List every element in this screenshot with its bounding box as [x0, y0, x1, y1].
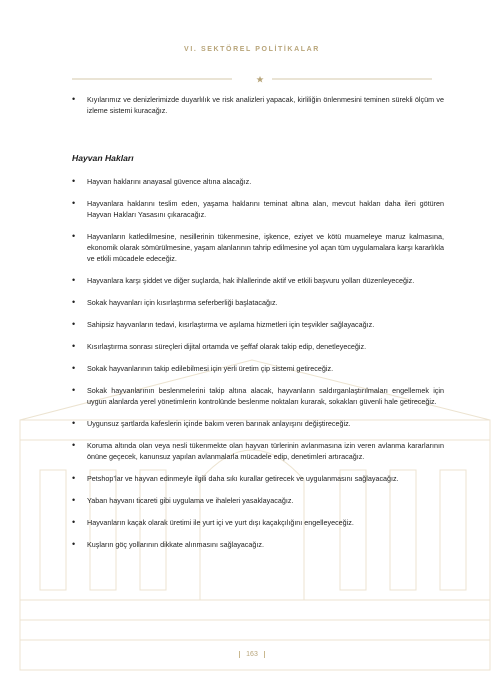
- list-item: • Kıyılarımız ve denizlerimizde duyarlılık ve risk analizleri yapacak, kirliliğin önlenmesini teminen sürekli ölçüm ve izleme sistemi kuracağız.: [72, 94, 444, 116]
- list-item: • Hayvanlara karşı şiddet ve diğer suçlarda, hak ihlallerinde aktif ve etkili başvuru yolları düzenleyeceğiz.: [72, 275, 444, 286]
- page-number: [0, 651, 504, 658]
- list-item: • Koruma altında olan veya nesli tükenmekte olan hayvan türlerinin avlanmasına izin veren avlanma kararlarının önüne geçecek, kanunsuz yapılan avlanmalarla mücadele edip, denetimleri artıracağız.: [72, 440, 444, 462]
- list-item: • Hayvan haklarını anayasal güvence altına alacağız.: [72, 176, 444, 187]
- running-header: VI. SEKTÖREL POLİTİKALAR: [184, 46, 320, 53]
- list-item: • Petshop’lar ve hayvan edinmeyle ilgili daha sıkı kurallar getirecek ve uygulanmasını sağlayacağız.: [72, 473, 444, 484]
- crescent-star-icon: [244, 73, 264, 86]
- list-item: • Kısırlaştırma sonrası süreçleri dijital ortamda ve şeffaf olarak takip edip, denetleyeceğiz.: [72, 341, 444, 352]
- list-item: • Uygunsuz şartlarda kafeslerin içinde bakım veren barınak anlayışını değiştireceğiz.: [72, 418, 444, 429]
- list-item: • Yaban hayvanı ticareti gibi uygulama ve ihaleleri yasaklayacağız.: [72, 495, 444, 506]
- page-number-label: 163: [239, 651, 265, 658]
- list-item: • Sokak hayvanlarının takip edilebilmesi için yerli üretim çip sistemi getireceğiz.: [72, 363, 444, 374]
- list-item: • Sahipsiz hayvanların tedavi, kısırlaştırma ve aşılama hizmetleri için teşvikler sağlayacağız.: [72, 319, 444, 330]
- list-item: • Hayvanların kaçak olarak üretimi ile yurt içi ve yurt dışı kaçakçılığını engelleyeceğiz.: [72, 517, 444, 528]
- list-item: • Hayvanlara haklarını teslim eden, yaşama haklarını teminat altına alan, mevcut hakları daha ileri götüren Hayvan Hakları Yasasını çıkaracağız.: [72, 198, 444, 220]
- list-item: • Hayvanların katledilmesine, nesillerinin tükenmesine, işkence, eziyet ve kötü muameleye maruz kalmasına, ekonomik olarak sömürülmesine, yaşam alanlarının tahrip edilmesine yol açan tüm uygulamalara karşı kararlıkla ve etkili mücadele edeceğiz.: [72, 231, 444, 264]
- list-item: • Sokak hayvanlarının beslenmelerini takip altına alacak, hayvanların saldırganlaştırılmaları engellemek için uygun alanlarda yerel yönetimlerin kontrolünde beslenme noktaları kurarak, sokakları güvenli hale getireceğiz.: [72, 385, 444, 407]
- header-divider: [72, 71, 432, 87]
- list-item: • Sokak hayvanları için kısırlaştırma seferberliği başlatacağız.: [72, 297, 444, 308]
- intro-section: [72, 94, 444, 116]
- list-item: • Kuşların göç yollarının dikkate alınmasını sağlayacağız.: [72, 539, 444, 550]
- section-heading: Hayvan Hakları: [72, 153, 134, 163]
- animal-rights-list: [72, 176, 444, 550]
